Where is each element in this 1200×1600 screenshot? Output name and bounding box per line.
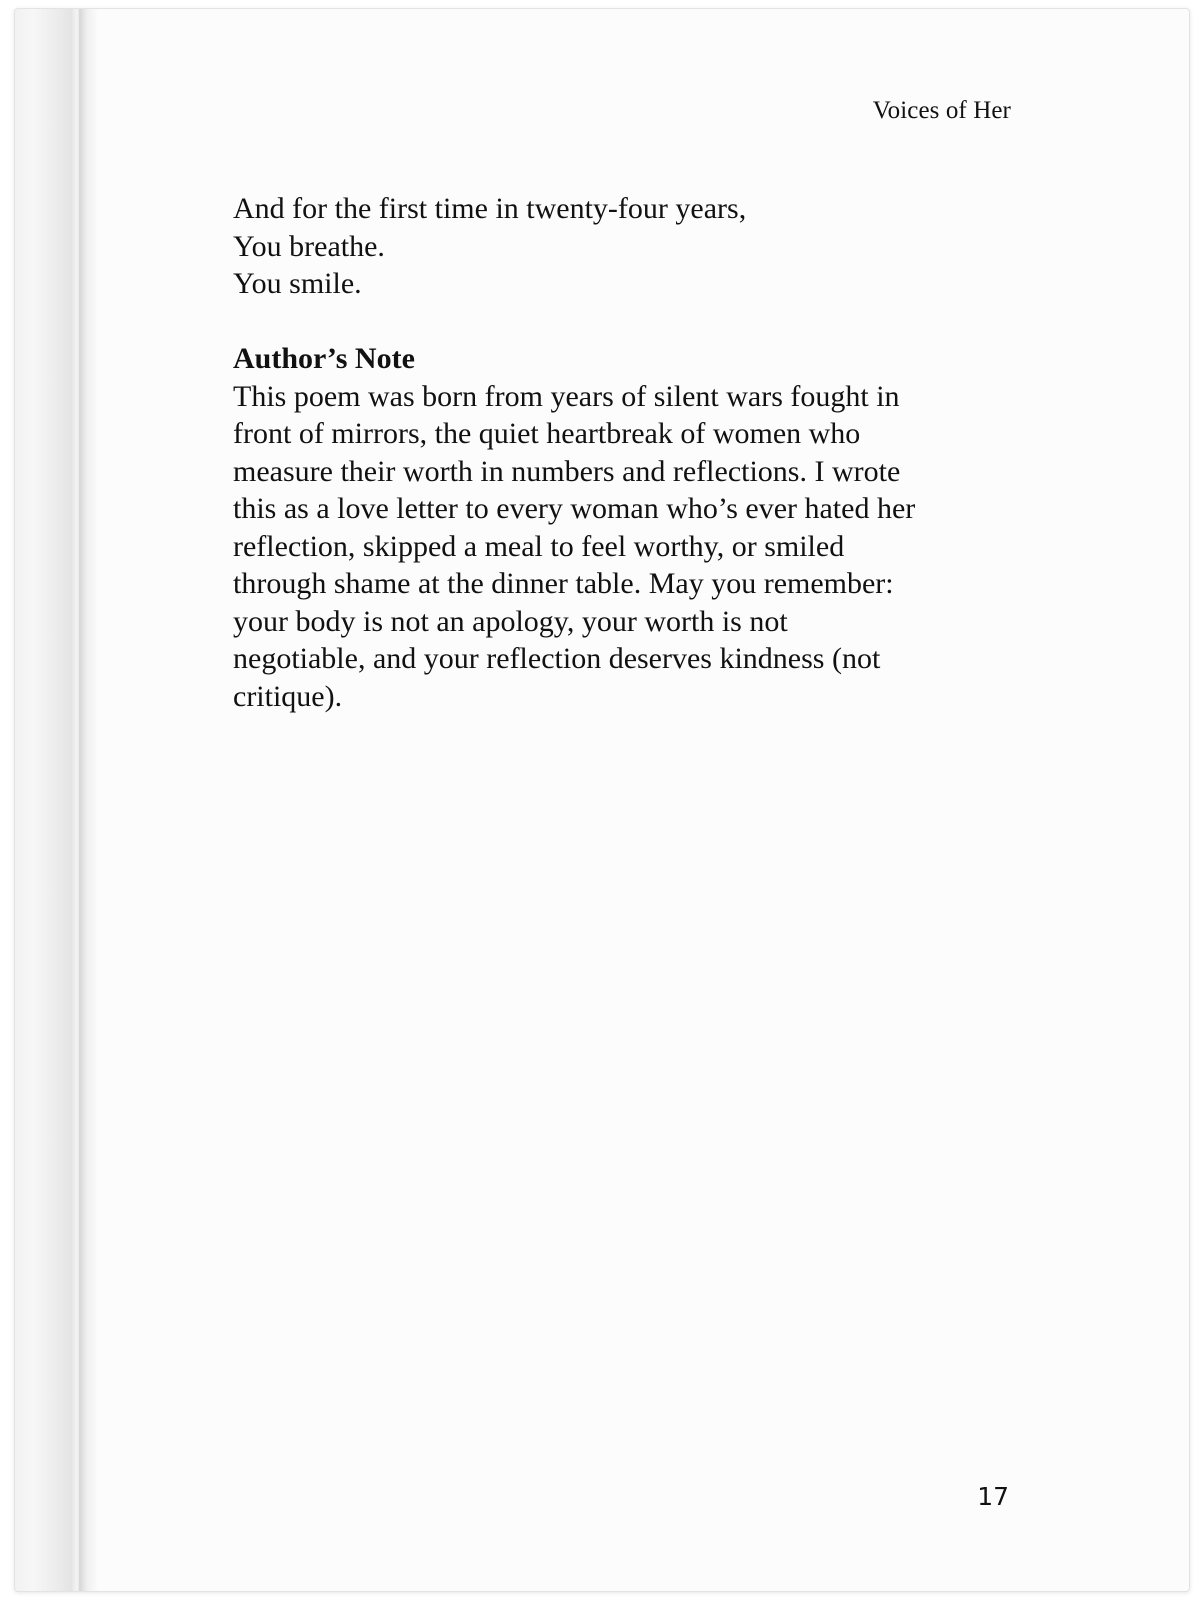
spine-crease (79, 9, 81, 1591)
running-header: Voices of Her (872, 97, 1011, 124)
author-note-line: critique). (233, 679, 343, 713)
author-note-line: This poem was born from years of silent wars fought in (233, 379, 900, 413)
author-note-line: front of mirrors, the quiet heartbreak of women who (233, 417, 861, 450)
poem-line: And for the first time in twenty-four years, (233, 192, 747, 225)
author-note-heading: Author’s Note (233, 342, 415, 375)
author-note-line: this as a love letter to every woman who’s ever hated her (233, 492, 916, 525)
author-note-line: through shame at the dinner table. May you remember: (233, 567, 894, 600)
author-note-line: negotiable, and your reflection deserves kindness (not (233, 642, 881, 675)
book-spine (15, 9, 97, 1591)
author-note-line: your body is not an apology, your worth is not (233, 604, 788, 638)
author-note-line: reflection, skipped a meal to feel worthy, or smiled (233, 529, 845, 563)
author-note-line: measure their worth in numbers and reflections. I wrote (233, 454, 901, 488)
poem-line: You breathe. (233, 229, 385, 263)
page-number: 17 (977, 1482, 1009, 1511)
page-content (233, 190, 1033, 715)
poem-line: You smile. (233, 267, 362, 300)
book-page (14, 8, 1190, 1592)
author-note-body (233, 378, 1033, 716)
